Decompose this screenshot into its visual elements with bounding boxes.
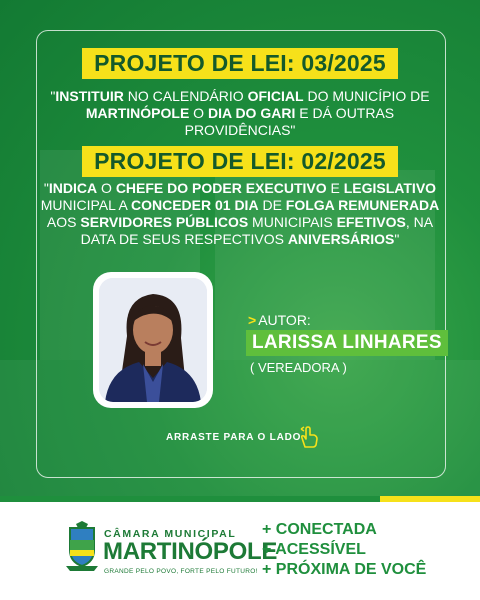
bill2-line	[40, 214, 440, 231]
text-segment: SERVIDORES PÚBLICOS	[80, 214, 249, 230]
text-segment: FOLGA REMUNERADA	[285, 197, 440, 213]
text-segment: LEGISLATIVO	[343, 180, 437, 196]
municipal-seal-icon	[64, 520, 100, 572]
text-segment: AOS	[46, 214, 81, 230]
bill2-line	[40, 231, 440, 248]
swipe-hand-icon	[298, 425, 320, 449]
text-segment: MUNICIPAIS	[248, 214, 337, 230]
bill1-line	[40, 88, 440, 105]
text-segment: DE	[258, 197, 286, 213]
bill1-heading: PROJETO DE LEI: 03/2025	[82, 48, 398, 79]
text-segment: INDICA	[48, 180, 98, 196]
text-segment: O	[189, 105, 208, 121]
footer-taglines	[262, 520, 426, 580]
author-label	[248, 312, 311, 328]
text-segment: DIA DO GARI	[207, 105, 296, 121]
text-segment: CHEFE DO PODER EXECUTIVO	[115, 180, 327, 196]
bill2-heading-wrap	[0, 146, 480, 177]
text-segment: ANIVERSÁRIOS	[287, 231, 395, 247]
swipe-hint: ARRASTE PARA O LADO	[166, 432, 302, 443]
text-segment: MUNICIPAL A	[40, 197, 131, 213]
author-portrait	[99, 278, 207, 402]
text-segment: DATA DE SEUS RESPECTIVOS	[80, 231, 288, 247]
author-photo	[93, 272, 213, 408]
org-slogan: GRANDE PELO POVO, FORTE PELO FUTURO!	[104, 568, 258, 575]
text-segment: MARTINÓPOLE	[85, 105, 190, 121]
text-segment: "	[43, 180, 49, 196]
bill1-heading-wrap	[0, 48, 480, 79]
text-segment: "	[50, 88, 56, 104]
bill1-description	[40, 88, 440, 139]
text-segment: NO CALENDÁRIO	[123, 88, 248, 104]
org-big-title: MARTINÓPOLE	[103, 538, 278, 565]
text-segment: O	[97, 180, 116, 196]
author-role: ( VEREADORA )	[250, 360, 347, 375]
text-segment: , NA	[405, 214, 434, 230]
text-segment: DO MUNICÍPIO DE	[303, 88, 430, 104]
text-segment: INSTITUIR	[55, 88, 124, 104]
text-segment: OFICIAL	[247, 88, 304, 104]
text-segment: "	[394, 231, 400, 247]
bill2-line	[40, 180, 440, 197]
bill2-line	[40, 197, 440, 214]
org-small-title: CÂMARA MUNICIPAL	[104, 528, 237, 540]
author-arrow: >	[248, 312, 257, 328]
text-segment: EFETIVOS	[336, 214, 406, 230]
tagline: + PRÓXIMA DE VOCÊ	[262, 561, 427, 578]
bill1-line	[40, 105, 440, 139]
bill2-heading: PROJETO DE LEI: 02/2025	[82, 146, 398, 177]
text-segment: E DÁ OUTRAS PROVIDÊNCIAS"	[184, 105, 395, 138]
bill2-description	[40, 180, 440, 248]
tagline: + CONECTADA	[262, 521, 377, 538]
tagline: + ACESSÍVEL	[262, 541, 366, 558]
author-name: LARISSA LINHARES	[246, 330, 448, 356]
text-segment: CONCEDER 01 DIA	[130, 197, 259, 213]
author-label-text: AUTOR:	[258, 312, 311, 328]
text-segment: E	[326, 180, 344, 196]
